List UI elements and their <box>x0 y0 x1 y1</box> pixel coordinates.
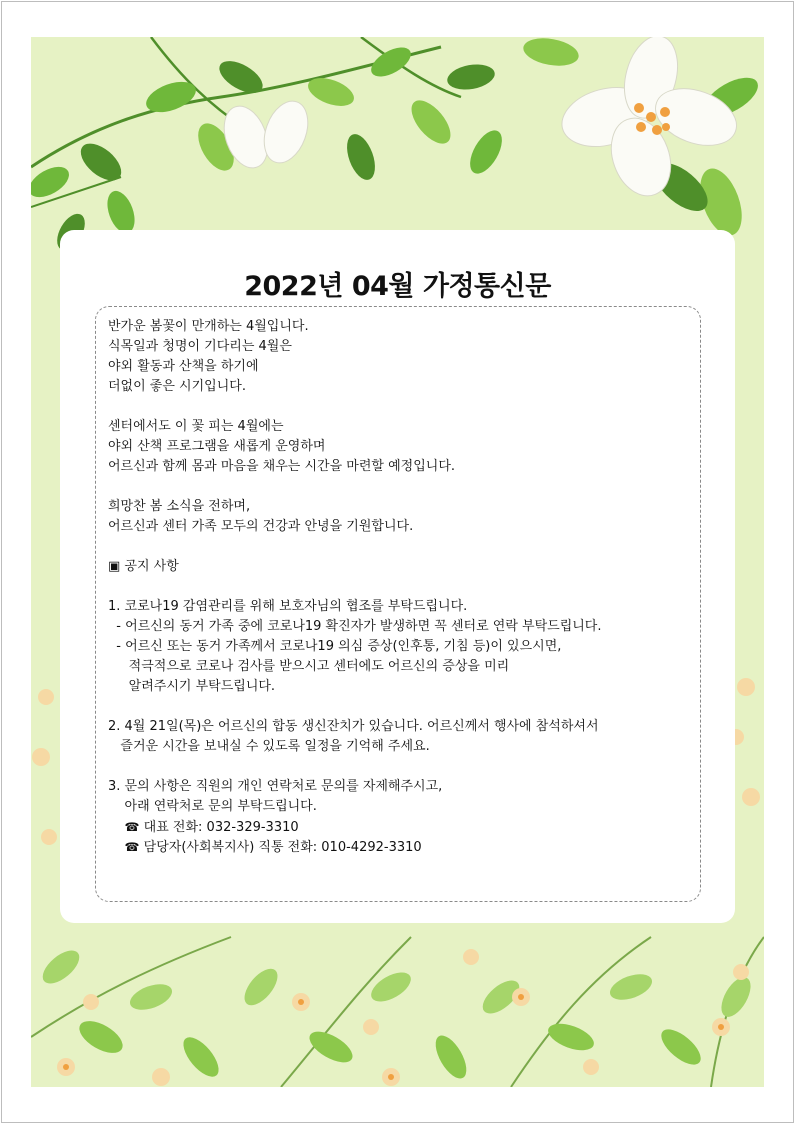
intro-line: 야외 활동과 산책을 하기에 <box>108 359 259 374</box>
notice-1-line: - 어르신 또는 동거 가족께서 코로나19 의심 증상(인후통, 기침 등)이 있으시면, <box>108 639 562 654</box>
intro-line: 식목일과 청명이 기다리는 4월은 <box>108 339 292 354</box>
phone-icon: ☎ <box>124 820 140 834</box>
contact-staff-text: 담당자(사회복지사) 직통 전화: 010-4292-3310 <box>143 840 422 855</box>
notice-1-line: 알려주시기 부탁드립니다. <box>108 679 276 694</box>
letter-body <box>108 317 693 857</box>
notice-2-line: 즐거운 시간을 보내실 수 있도록 일정을 기억해 주세요. <box>108 739 430 754</box>
page-title: 2022년 04월 가정통신문 <box>244 271 551 302</box>
program-line: 야외 산책 프로그램을 새롭게 운영하며 <box>108 439 326 454</box>
notice-2-line: 2. 4월 21일(목)은 어르신의 합동 생신잔치가 있습니다. 어르신께서 행사에 참석하셔서 <box>108 719 599 734</box>
notice-1-line: 1. 코로나19 감염관리를 위해 보호자님의 협조를 부탁드립니다. <box>108 599 468 614</box>
intro-line: 더없이 좋은 시기입니다. <box>108 379 246 394</box>
notice-3-line: 아래 연락처로 문의 부탁드립니다. <box>108 799 317 814</box>
contact-staff <box>108 837 693 857</box>
notice-3-line: 3. 문의 사항은 직원의 개인 연락처로 문의를 자제해주시고, <box>108 779 443 794</box>
wishes-line: 희망찬 봄 소식을 전하며, <box>108 499 251 514</box>
bottom-flowers <box>57 949 749 1086</box>
notice-1-line: - 어르신의 동거 가족 중에 코로나19 확진자가 발생하면 꼭 센터로 연락 부탁드립니다. <box>108 619 602 634</box>
contact-main-text: 대표 전화: 032-329-3310 <box>143 820 299 835</box>
bottom-leaves <box>37 944 756 1083</box>
contact-main <box>108 817 693 837</box>
content-card <box>60 230 735 923</box>
intro-line: 반가운 봄꽃이 만개하는 4월입니다. <box>108 319 309 334</box>
program-line: 센터에서도 이 꽃 피는 4월에는 <box>108 419 284 434</box>
notice-1-line: 적극적으로 코로나 검사를 받으시고 센터에도 어르신의 증상을 미리 <box>108 659 510 674</box>
notice-heading: ▣ 공지 사항 <box>108 559 179 574</box>
program-line: 어르신과 함께 몸과 마음을 채우는 시간을 마련할 예정입니다. <box>108 459 456 474</box>
wishes-line: 어르신과 센터 가족 모두의 건강과 안녕을 기원합니다. <box>108 519 414 534</box>
phone-icon: ☎ <box>124 840 140 854</box>
notice-box <box>95 306 701 902</box>
